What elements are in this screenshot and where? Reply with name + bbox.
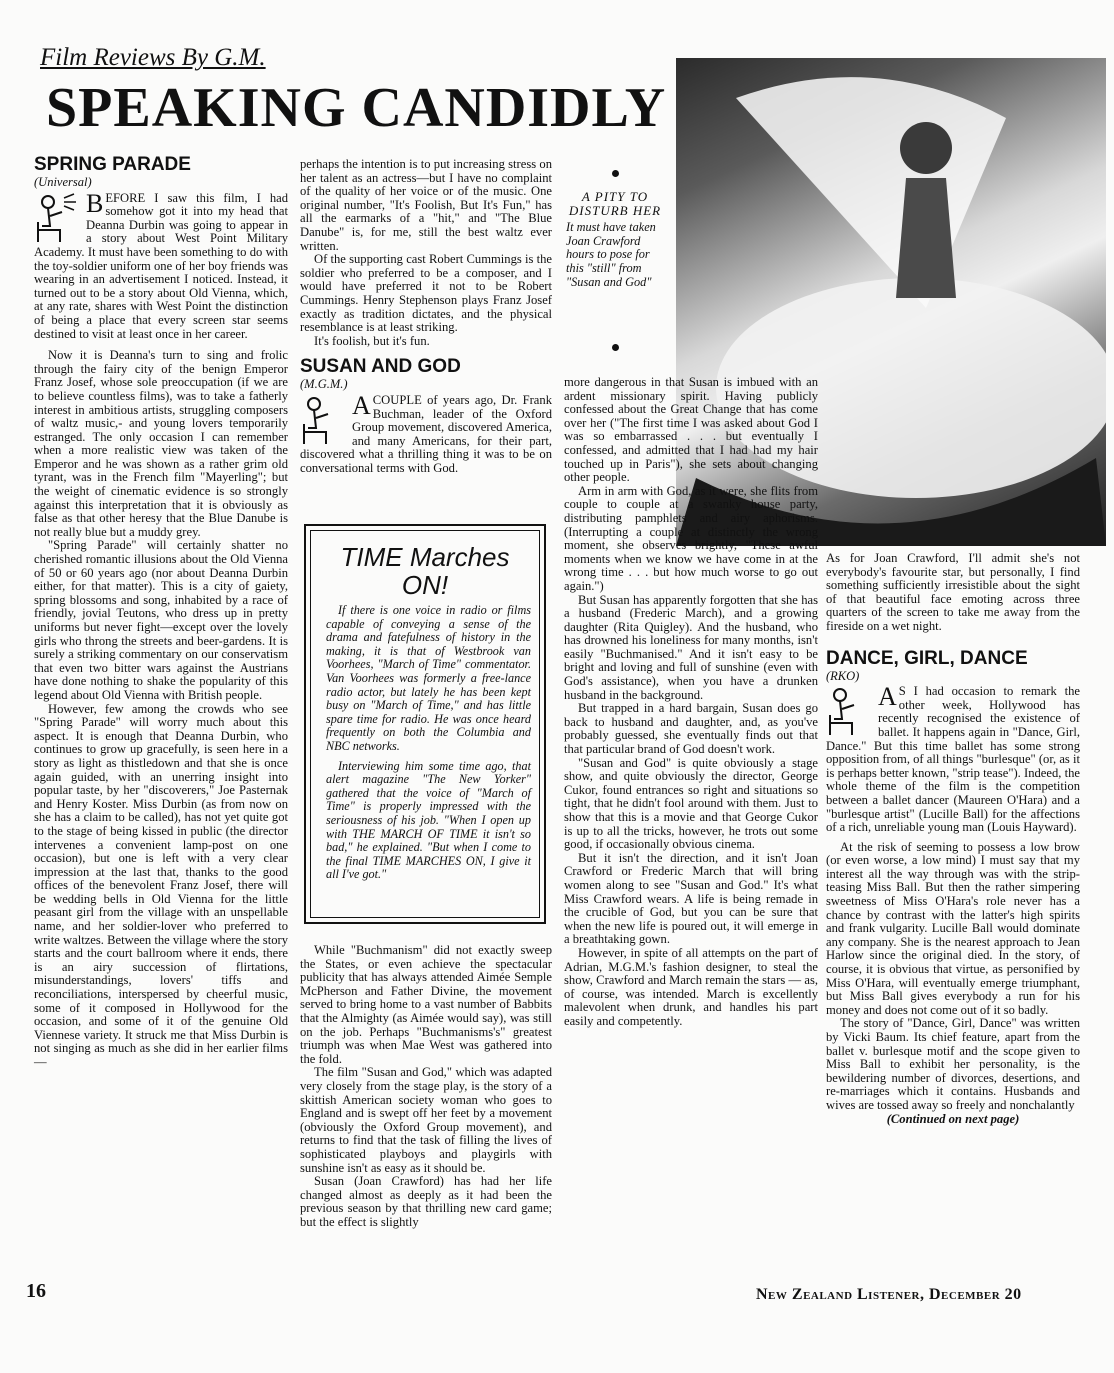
review-title-spring-parade: SPRING PARADE xyxy=(34,154,191,175)
sidebar-paragraph: Interviewing him some time ago, that alert magazine "The New Yorker" gathered that the voice of "March of Time" is properly impressed with the seriousness of his job. "When I open up with THE MARCH OF TIME it isn't so bad," he explained. "But when I come to the final TIME MARCHES ON, I give it all I've got." xyxy=(326,758,531,882)
paragraph: "Spring Parade" will certainly shatter no cherished romantic illusions about the Old Vienna of 50 or 60 years ago (nor about Deanna Durbin either, for that matter). This is a city of gaiety, spring blossoms and song, inhabited by a race of friendly, jovial Teutons, who dress up in pretty uniforms but never fight—except over the lovely girls who throng the streets and beer-gardens. It is surely a striking commentary on our conservatism that even two bitter wars against the Austrians have done nothing to shake the popularity of this legend about Old Vienna with British people. xyxy=(34,538,288,702)
review-title-dance-girl-dance: DANCE, GIRL, DANCE xyxy=(826,647,1028,669)
paragraph: Of the supporting cast Robert Cummings is the soldier who preferred to be a composer, and I would have preferred it not to be Robert Cummings. Henry Stephenson plays Franz Josef exactly as tradition dictates, and the physical resemblance is at least striking. xyxy=(300,252,552,335)
page-headline: SPEAKING CANDIDLY xyxy=(46,77,667,139)
caption-title: A PITY TO DISTURB HER xyxy=(568,189,662,218)
paragraph: But Susan has apparently forgotten that she has a husband (Frederic March), and a growing daughter (Rita Quigley). And the husband, who has drowned his loneliness for many months, isn't easily "Buchmanised." And it isn't easy to be bright and loving and full of sunshine (even with God's assistance), when you have a drunken husband in the background. xyxy=(564,592,818,702)
paragraph: While "Buchmanism" did not exactly sweep the States, or even achieve the spectacular publicity that has always attended Aimée Semple McPherson and Father Divine, the movement served to bring home to a vast number of Babbits that the Almighty (as Aimée would say), was still on the job. Perhaps "Buchmanisms's" greatest triumph was when Mae West was gathered into the fold. xyxy=(300,943,552,1066)
sidebar-paragraph: If there is one voice in radio or films capable of conveying a sense of the drama and fatefulness of history in the making, it is that of Westbrook van Voorhees, "March of Time" commentator. Van Voorhees was formerly a free-lance radio actor, but lately he has been kept busy on "March of Time," and has little spare time for radio. He was once heard frequently on both the Columbia and NBC networks. xyxy=(326,603,531,753)
caption-bullet-bottom xyxy=(612,344,619,351)
column-2-lower xyxy=(300,944,552,1229)
paragraph: Arm in arm with God, as it were, she flits from couple to couple at a swanky house party, distributing pamphlets and airy aphorisms. (Interrupting a couple at distinctly the wrong moment, she observes brightly, "These awful moments when we know we have come in at the wrong time . . . but how much worse to go out again.") xyxy=(564,483,818,593)
paragraph: However, few among the crowds who see "Spring Parade" will worry much about this aspect. It is enough that Deanna Durbin, who continues to grow up gracefully, is seen here in a story as light as thistledown and that she is once again guided, with an unerring insight into popular taste, by her "discoverers," Joe Pasternak and Henry Koster. Miss Durbin (as from now on she has a claim to be called), has not yet quite got to the stage of being kissed in public (the director intervenes a convenient lamp-post on one occasion), but one is left with a very clear impression at the last that, thanks to the good offices of the benevolent Franz Josef, there will be wedding bells in Old Vienna for the little peasant girl from the village with an unspellable name, and her soldier-lover who preferred to write waltzes. Between the village where the story starts and the court ballroom where it ends, there is an airy succession of flirtations, misunderstandings, lovers' tiffs and reconciliations, interspersed by cheerful music, some of it composed in Hollywood for the occasion, and some of it of the genuine Old Viennese variety. It struck me that Miss Durbin is not singing as much as she did in her earlier films— xyxy=(34,701,288,1069)
paragraph: EFORE I saw this film, I had somehow got it into my head that Deanna Durbin was going to appear in a story about West Point Military Academy. It must have been something to do with the toy-soldier uniform one of her boy friends was wearing in an advertisement I noticed. Instead, it turned out to be a story about Old Vienna, which, at any rate, shares with West Point the distinction of being a place that every screen star seems destined to visit at least once in her career. xyxy=(34,190,288,341)
studio-mgm: (M.G.M.) xyxy=(300,377,348,392)
studio-rko: (RKO) xyxy=(826,668,860,683)
time-marches-on-sidebar xyxy=(304,524,546,924)
sidebar-title-line1: TIME Marches xyxy=(340,542,510,572)
paragraph: Susan (Joan Crawford) has had her life changed almost as deeply as it had been the previous season by that thrilling new card game; but the effect is slightly xyxy=(300,1174,552,1229)
paragraph: But trapped in a hard bargain, Susan does go back to husband and daughter, and, as you've probably guessed, she eventually finds out that that particular brand of God doesn't work. xyxy=(564,701,818,757)
sidebar-title-line2: ON! xyxy=(401,570,449,600)
section-kicker: Film Reviews By G.M. xyxy=(40,44,266,71)
paragraph: more dangerous in that Susan is imbued with an ardent missionary spirit. Having publicly confessed about the Great Change that has come over her ("The first time I was asked about God I was so embarrassed . . . but eventually I confessed, and admitted that I had had my hair touched up in Paris"), she sets about changing other people. xyxy=(564,375,818,485)
paragraph: S I had occasion to remark the other week, Hollywood has recently recognised the existence of ballet. It happens again in "Dance, Girl, Dance." But this time ballet has some strong opposition from, of all things "burlesque" (or, as it is perhaps better known, "strip tease"). Indeed, the whole theme of the film is the competition between a ballet dancer (Maureen O'Hara) and a "burlesque artist" (Lucille Ball) for the affections of a rich, unreliable young man (Louis Hayward). xyxy=(826,684,1080,835)
dropcap-a: A xyxy=(878,682,897,712)
column-1 xyxy=(34,154,288,1070)
dropcap-b: B xyxy=(86,188,104,218)
paragraph: COUPLE of years ago, Dr. Frank Buchman, leader of the Oxford Group movement, discovered America, and many Americans, for their part, discovered what a thrilling thing it was to be on conversational terms with God. xyxy=(300,392,552,475)
paragraph: At the risk of seeming to possess a low brow (or even worse, a low mind) I must say that my interest all the way through was with the strip-teasing Miss Ball. But then the rather simpering sweetness of Miss O'Hara's role never has a chance by contrast with the latter's high spirits and frank vulgarity. Lucille Ball would dominate any company. She is the nearest approach to Jean Harlow since the original died. In the story, of course, it is obvious that virtue, as personified by Miss O'Hara, will eventually emerge triumphant, but Miss Ball gives everybody a run for his money and does not come out of it so badly. xyxy=(826,839,1080,1017)
reviewer-icon xyxy=(826,685,874,737)
paragraph: perhaps the intention is to put increasing stress on her talent as an actress—but I have no complaint of the quality of her voice or of the music. One original number, "It's Foolish, But It's Fun," has all the earmarks of a "hit," and "The Blue Danube" is, for me, still the best waltz ever written. xyxy=(300,157,552,253)
column-2 xyxy=(300,158,552,475)
dropcap-a: A xyxy=(352,390,371,420)
continued-note: (Continued on next page) xyxy=(886,1111,1020,1126)
paragraph: However, in spite of all attempts on the part of Adrian, M.G.M.'s fashion designer, to steal the show, Crawford and March remain the stars — as, of course, was intended. March is excellently malevolent when drunk, and handles his part easily and competently. xyxy=(564,945,818,1028)
paragraph: The story of "Dance, Girl, Dance" was written by Vicki Baum. Its chief feature, apart from the ballet v. burlesque motif and the scope given to Miss Ball to exhibit her personality, is the bewildering number of divorces, desertions, and re-marriages which it contains. Husbands and wives are tossed away so freely and nonchalantly xyxy=(826,1016,1080,1112)
paragraph: But it isn't the direction, and it isn't Joan Crawford or Frederic March that will bring women along to see "Susan and God." It's what Miss Crawford wears. A life is being remade in the crucible of God, but you can be sure that when the new life is poured out, it will emerge in a breathtaking gown. xyxy=(564,850,818,947)
reviewer-icon xyxy=(34,192,82,244)
paragraph: The film "Susan and God," which was adapted very closely from the stage play, is the story of a skittish American society woman who goes to England and is swept off her feet by a movement (obviously the Oxford Group movement), and returns to find that the task of filling the lives of sophisticated playboys and playgirls with sunshine isn't as easy as it should be. xyxy=(300,1065,552,1175)
publication-footer: New Zealand Listener, December 20 xyxy=(756,1286,1022,1303)
column-3 xyxy=(564,376,818,1029)
reviewer-icon xyxy=(300,394,348,446)
column-4 xyxy=(826,552,1080,1126)
caption-bullet-top xyxy=(612,170,619,177)
page-number: 16 xyxy=(26,1280,46,1302)
review-title-susan-and-god: SUSAN AND GOD xyxy=(300,356,461,378)
studio-universal: (Universal) xyxy=(34,175,92,189)
caption-text: It must have taken Joan Crawford hours to pose for this "still" from "Susan and God" xyxy=(566,220,656,289)
photo-caption xyxy=(566,190,664,289)
paragraph: "Susan and God" is quite obviously a stage show, and quite obviously the director, George Cukor, found entrances so right and situations so tight, that he didn't fool around with them. Just to show that this is a movie and that George Cukor is up to all the tricks, however, he trots out some good, if occasionally obvious cinema. xyxy=(564,755,818,852)
paragraph: As for Joan Crawford, I'll admit she's not everybody's favourite star, but personally, I find something sufficiently irresistible about the sight of that beautiful face emoting across three quarters of the screen to take me away from the fireside on a wet night. xyxy=(826,551,1080,633)
paragraph: It's foolish, but it's fun. xyxy=(314,333,430,348)
paragraph: Now it is Deanna's turn to sing and frolic through the fairy city of the benign Emperor Franz Josef, whose sole preoccupation (if we are to believe countless films), was to take a fatherly interest in ambitious artists, struggling composers of waltz music,- and young lovers temporarily estranged. The only occasion I can remember when a more realistic view was taken of the Emperor and he was shown as a rather grim old tyrant, was in the French film "Mayerling"; but the weight of cinematic evidence is so strongly against this interpretation that it is obviously as false as that other heresy that the Blue Danube is not really blue but a muddy grey. xyxy=(34,348,288,539)
